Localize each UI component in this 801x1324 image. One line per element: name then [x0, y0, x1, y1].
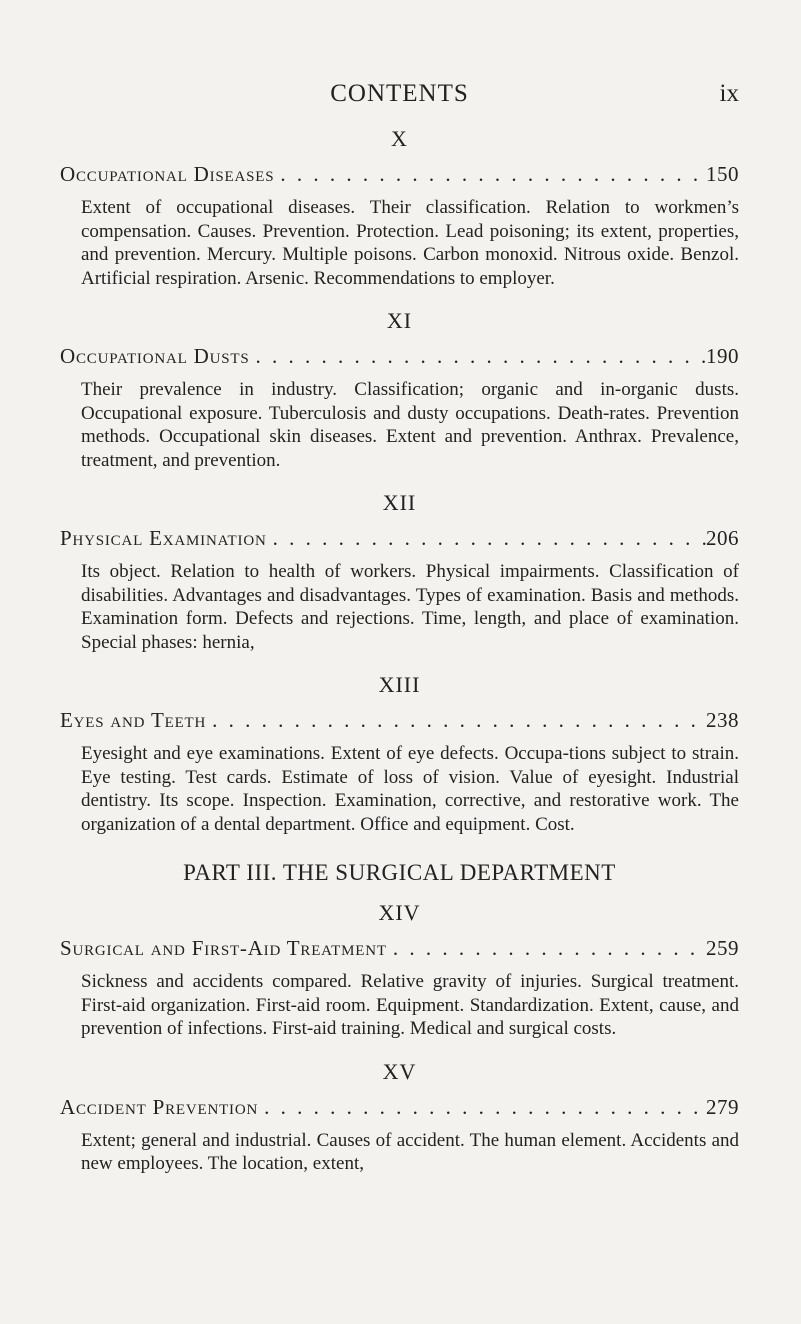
toc-entry	[60, 160, 739, 188]
chapter-15	[60, 1059, 739, 1176]
chapter-summary: Its object. Relation to health of workers. Physical impairments. Classification of disabilities. Advantages and disadvantages. Types of examination. Basis and methods. Examination form. Defects and rejections. Time, length, and place of examination. Special phases: hernia,	[81, 561, 739, 653]
page-title: CONTENTS	[330, 80, 469, 107]
chapter-title: Accident Prevention	[60, 1094, 259, 1119]
chapter-numeral: XI	[386, 308, 413, 333]
chapter-numeral: XV	[382, 1058, 417, 1084]
chapter-title: Physical Examination	[60, 526, 267, 550]
dot-leader	[249, 342, 706, 370]
chapter-title: Occupational Diseases	[60, 162, 275, 186]
chapter-14	[60, 900, 739, 1041]
toc-entry	[60, 934, 739, 962]
chapter-summary: Extent; general and industrial. Causes of accident. The human element. Accidents and new employees. The location, extent,	[81, 1129, 739, 1174]
chapter-summary: Their prevalence in industry. Classification; organic and in-organic dusts. Occupational exposure. Tuberculosis and dusty occupations. Death-rates. Prevention methods. Occupational skin diseases. Extent and prevention. Anthrax. Prevalence, treatment, and prevention.	[81, 379, 739, 471]
toc-entry	[60, 342, 739, 370]
chapter-list	[60, 126, 739, 1194]
chapter-title: Eyes and Teeth	[60, 708, 207, 732]
chapter-12	[60, 490, 739, 654]
dot-leader	[267, 524, 706, 552]
running-head	[60, 80, 739, 108]
chapter-13	[60, 672, 739, 836]
chapter-page-number: 190	[706, 344, 739, 368]
dot-leader	[387, 934, 706, 962]
chapter-page-number: 150	[706, 162, 739, 186]
dot-leader	[274, 160, 706, 188]
chapter-page-number: 279	[706, 1094, 739, 1119]
dot-leader	[206, 706, 706, 734]
chapter-page-number: 259	[706, 936, 739, 960]
chapter-summary: Sickness and accidents compared. Relative gravity of injuries. Surgical treatment. First-aid organization. First-aid room. Equipment. Standardization. Extent, cause, and prevention of infections. First-aid training. Medical and surgical costs.	[81, 971, 739, 1039]
chapter-summary: Eyesight and eye examinations. Extent of eye defects. Occupa-tions subject to strain. Eye testing. Test cards. Estimate of loss of vision. Value of eyesight. Industrial dentistry. Its scope. Inspection. Examination, corrective, and restorative work. The organization of a dental department. Office and equipment. Cost.	[81, 743, 739, 835]
chapter-11	[60, 308, 739, 472]
chapter-page-number: 206	[706, 526, 739, 550]
toc-entry	[60, 1093, 739, 1121]
chapter-10	[60, 126, 739, 290]
chapter-title: Surgical and First-Aid Treatment	[60, 936, 387, 960]
chapter-numeral: X	[391, 126, 408, 151]
chapter-summary: Extent of occupational diseases. Their classification. Relation to workmen’s compensation. Causes. Prevention. Protection. Lead poisoning; its extent, properties, and prevention. Mercury. Multiple poisons. Carbon monoxid. Nitrous oxide. Benzol. Artificial respiration. Arsenic. Recommendations to employer.	[81, 197, 739, 289]
chapter-title: Occupational Dusts	[60, 344, 250, 368]
chapter-numeral: XIII	[378, 672, 421, 697]
chapter-numeral: XII	[382, 490, 417, 515]
toc-entry	[60, 524, 739, 552]
part-heading: PART III. THE SURGICAL DEPARTMENT	[183, 860, 616, 885]
chapter-numeral: XIV	[378, 900, 421, 925]
chapter-page-number: 238	[706, 708, 739, 732]
dot-leader	[258, 1093, 706, 1121]
toc-entry	[60, 706, 739, 734]
page-number: ix	[719, 80, 739, 107]
